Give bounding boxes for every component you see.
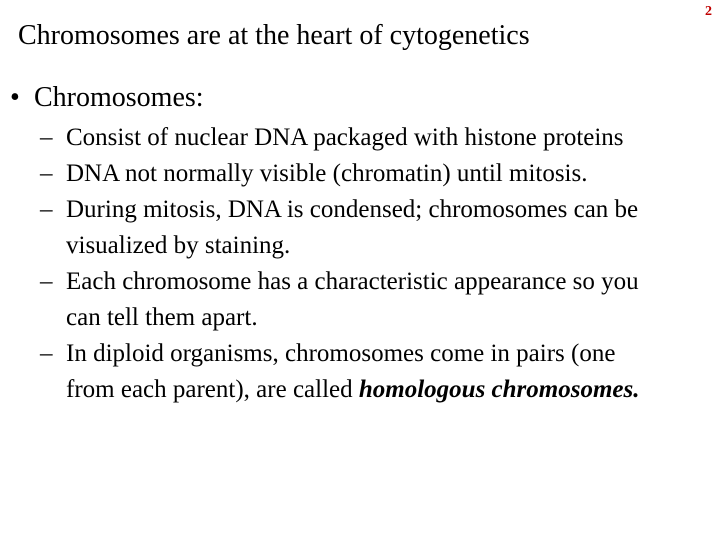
bullet-label: Chromosomes: bbox=[34, 82, 204, 113]
sub-bullet-item bbox=[40, 336, 716, 408]
sub-bullet-text-continued: from each parent), are called bbox=[66, 376, 359, 403]
dash-icon: – bbox=[40, 124, 53, 151]
sub-bullet-text-continued: can tell them apart. bbox=[66, 304, 258, 331]
bullet-item bbox=[10, 80, 204, 116]
sub-bullet-text: Each chromosome has a characteristic appearance so you bbox=[66, 268, 639, 295]
bullet-icon: • bbox=[10, 82, 20, 113]
dash-icon: – bbox=[40, 268, 53, 295]
sub-bullet-item bbox=[40, 156, 716, 192]
emphasized-term: homologous chromosomes. bbox=[358, 376, 640, 403]
sub-bullet-item bbox=[40, 120, 716, 156]
page-number: 2 bbox=[705, 4, 712, 19]
sub-bullet-item bbox=[40, 264, 716, 336]
sub-bullet-item bbox=[40, 192, 716, 264]
dash-icon: – bbox=[40, 340, 53, 367]
sub-bullet-text: Consist of nuclear DNA packaged with histone proteins bbox=[66, 124, 624, 151]
dash-icon: – bbox=[40, 160, 53, 187]
sub-bullet-list bbox=[40, 120, 716, 408]
sub-bullet-text: DNA not normally visible (chromatin) until mitosis. bbox=[66, 160, 588, 187]
sub-bullet-text: In diploid organisms, chromosomes come in pairs (one bbox=[66, 340, 616, 367]
sub-bullet-text-continued: visualized by staining. bbox=[66, 232, 291, 259]
slide-title: Chromosomes are at the heart of cytogenetics bbox=[18, 20, 530, 51]
dash-icon: – bbox=[40, 196, 53, 223]
sub-bullet-text: During mitosis, DNA is condensed; chromosomes can be bbox=[66, 196, 639, 223]
